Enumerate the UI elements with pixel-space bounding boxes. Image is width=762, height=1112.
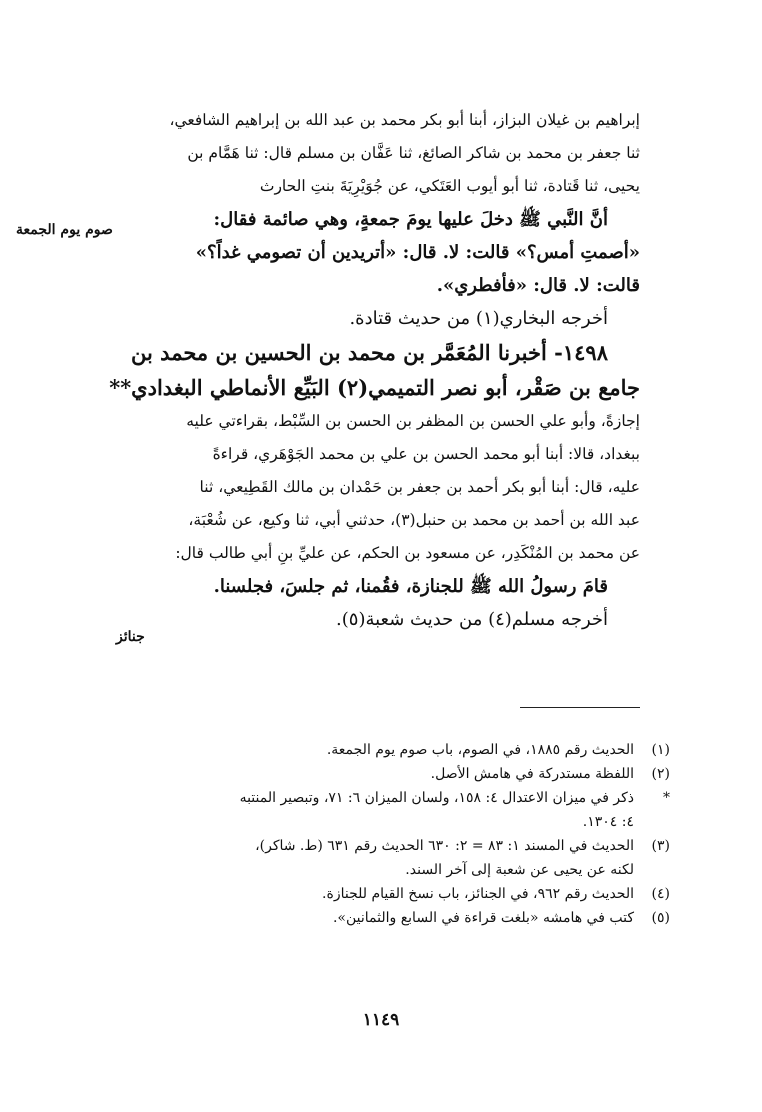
footnote-text: ذكر في ميزان الاعتدال ٤: ١٥٨، ولسان الميزان ٦: ٧١، وتبصير المنتبه <box>239 790 634 806</box>
footnote-text: كتب في هامشه «بلغت قراءة في السابع والثمانين». <box>332 910 634 926</box>
text-line: عبد الله بن أحمد بن محمد بن حنبل(٣)، حدثني أبي، ثنا وكيع، عن شُعْبَة، <box>188 511 640 529</box>
takhrij-line: أخرجه البخاري(١) من حديث قتادة. <box>349 308 608 329</box>
main-text <box>90 104 640 636</box>
hadith-text-line: قامَ رسولُ الله ﷺ للجنازة، فقُمنا، ثم جلسَ، فجلسنا. <box>213 576 608 597</box>
footnote-number: (٤) <box>651 886 670 902</box>
text-line: إجازةً، وأبو علي الحسن بن المظفر بن الحسن بن السِّبْط، بقراءتي عليه <box>186 412 640 430</box>
text-line: ثنا جعفر بن محمد بن شاكر الصائغ، ثنا عَفَّان بن مسلم قال: ثنا هَمَّام بن <box>187 144 640 162</box>
footnote-5 <box>170 906 670 930</box>
footnote-continuation: ٤: ١٣٠٤. <box>582 814 634 830</box>
text-line: ببغداد، قالا: أبنا أبو محمد الحسن بن علي بن محمد الجَوْهَري، قراءةً <box>212 445 640 463</box>
footnote-text: اللفظة مستدركة في هامش الأصل. <box>430 766 634 782</box>
chain-heading-line: جامع بن صَقْر، أبو نصر التميمي(٢) البَيِّع الأنماطي البغدادي** <box>109 375 640 400</box>
footnote-number: (٢) <box>651 766 670 782</box>
text-line: يحيى، ثنا قَتادة، ثنا أبو أيوب العَتَكي، عن جُوَيْرِيَةَ بنتِ الحارث <box>259 177 640 195</box>
footnote-text: الحديث رقم ١٨٨٥، في الصوم، باب صوم يوم الجمعة. <box>326 742 634 758</box>
takhrij-line: أخرجه مسلم(٤) من حديث شعبة(٥). <box>336 609 608 630</box>
margin-note-fasting-friday: صوم يوم الجمعة <box>16 222 113 238</box>
footnote-text: الحديث رقم ٩٦٢، في الجنائز، باب نسخ القيام للجنازة. <box>322 886 634 902</box>
footnote-star <box>170 786 670 810</box>
footnote-4 <box>170 882 670 906</box>
text-line: عن محمد بن المُنْكَدِر، عن مسعود بن الحكم، عن عليِّ بنِ أبي طالب قال: <box>175 544 640 562</box>
text-line: عليه، قال: أبنا أبو بكر أحمد بن جعفر بن حَمْدان بن مالك القَطِيعي، ثنا <box>199 478 640 496</box>
footnote-3 <box>170 834 670 858</box>
hadith-text-line: أنَّ النَّبي ﷺ دخلَ عليها يومَ جمعةٍ، وهي صائمة فقال: <box>213 209 608 230</box>
footnotes <box>170 738 670 930</box>
footnote-1 <box>170 738 670 762</box>
hadith-text-line: «أصمتِ أمس؟» قالت: لا. قال: «أتريدين أن تصومي غداً؟» <box>195 242 640 263</box>
margin-note-funerals: جنائز <box>116 629 145 645</box>
footnote-number: (٣) <box>651 838 670 854</box>
footnote-2 <box>170 762 670 786</box>
chain-heading-line: ١٤٩٨- أخبرنا المُعَمَّر بن محمد بن الحسين بن محمد بن <box>131 340 608 365</box>
footnote-number: (٥) <box>651 910 670 926</box>
text-line: إبراهيم بن غيلان البزاز، أبنا أبو بكر محمد بن عبد الله بن إبراهيم الشافعي، <box>169 111 640 129</box>
footnote-divider <box>520 707 640 708</box>
page-number: ١١٤٩ <box>362 1010 400 1030</box>
hadith-text-line: قالت: لا. قال: «فأفطري». <box>436 275 640 296</box>
footnote-number: (١) <box>651 742 670 758</box>
footnote-text: الحديث في المسند ١: ٨٣ = ٢: ٦٣٠ الحديث رقم ٦٣١ (ط. شاكر)، <box>255 838 634 854</box>
footnote-number: * <box>663 790 670 806</box>
footnote-continuation: لكنه عن يحيى عن شعبة إلى آخر السند. <box>405 862 634 878</box>
